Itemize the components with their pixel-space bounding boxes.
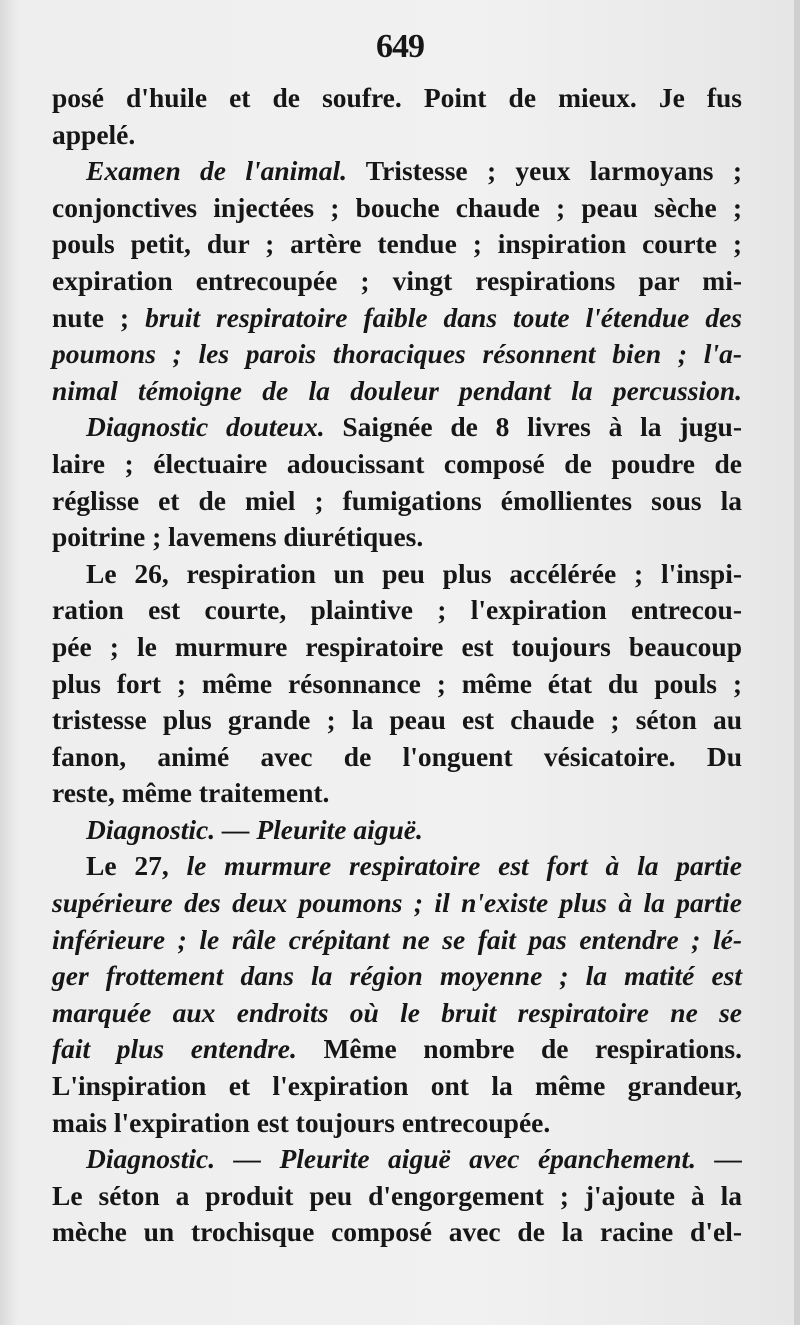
- text-segment: conjonctives injectées ; bouche chaude ; peau sèche ;: [52, 191, 742, 223]
- italic-text: Diagnostic. — Pleurite aiguë avec épanchement. —: [86, 1143, 742, 1175]
- page-text: [52, 80, 742, 1251]
- text-segment: Le 27,: [86, 850, 187, 882]
- italic-text: ger frottement dans la région moyenne ; la matité est: [52, 960, 742, 992]
- italic-text: fait plus entendre.: [52, 1033, 297, 1065]
- text-segment: mais l'expiration est toujours entrecoupée.: [52, 1106, 551, 1138]
- italic-text: supérieure des deux poumons ; il n'existe plus à la partie: [52, 887, 742, 919]
- text-line: [52, 958, 742, 995]
- italic-text: marquée aux endroits où le bruit respiratoire ne se: [52, 996, 742, 1028]
- italic-text: nimal témoigne de la douleur pendant la percussion.: [52, 374, 742, 406]
- text-line: [52, 666, 742, 703]
- text-segment: Même nombre de respirations.: [296, 1033, 742, 1065]
- text-segment: L'inspiration et l'expiration ont la même grandeur,: [52, 1070, 742, 1102]
- text-line: [52, 483, 742, 520]
- text-segment: posé d'huile et de soufre. Point de mieux. Je fus: [52, 82, 742, 113]
- text-line: [52, 300, 742, 337]
- text-segment: expiration entrecoupée ; vingt respirations par mi-: [52, 264, 742, 296]
- text-line: [52, 812, 742, 849]
- italic-text: Examen de l'animal.: [86, 155, 347, 187]
- text-line: [52, 263, 742, 300]
- text-line: [52, 409, 742, 446]
- text-segment: fanon, animé avec de l'onguent vésicatoire. Du: [52, 740, 742, 772]
- text-line: [52, 1178, 742, 1215]
- italic-text: Diagnostic. — Pleurite aiguë.: [86, 813, 423, 845]
- text-line: [52, 153, 742, 190]
- text-line: [52, 226, 742, 263]
- italic-text: inférieure ; le râle crépitant ne se fait pas entendre ; lé-: [52, 923, 742, 955]
- italic-text: le murmure respiratoire est fort à la partie: [186, 850, 742, 882]
- text-line: [52, 80, 742, 117]
- text-segment: poitrine ; lavemens diurétiques.: [52, 521, 424, 553]
- text-segment: ration est courte, plaintive ; l'expiration entrecou-: [52, 594, 742, 626]
- text-segment: Saignée de 8 livres à la jugu-: [324, 411, 742, 443]
- text-line: [52, 117, 742, 154]
- text-segment: plus fort ; même résonnance ; même état du pouls ;: [52, 667, 742, 699]
- text-line: [52, 1214, 742, 1251]
- text-line: [52, 1105, 742, 1142]
- text-line: [52, 995, 742, 1032]
- text-line: [52, 336, 742, 373]
- text-line: [52, 848, 742, 885]
- text-line: [52, 190, 742, 227]
- text-segment: pouls petit, dur ; artère tendue ; inspiration courte ;: [52, 228, 742, 260]
- text-segment: Le séton a produit peu d'engorgement ; j'ajoute à la: [52, 1179, 742, 1211]
- text-segment: Le 26, respiration un peu plus accélérée ; l'inspi-: [86, 557, 742, 589]
- text-segment: appelé.: [52, 118, 136, 150]
- text-segment: reste, même traitement.: [52, 777, 330, 809]
- text-line: [52, 373, 742, 410]
- text-line: [52, 702, 742, 739]
- text-line: [52, 629, 742, 666]
- text-segment: laire ; électuaire adoucissant composé de poudre de: [52, 447, 742, 479]
- text-line: [52, 885, 742, 922]
- text-line: [52, 556, 742, 593]
- text-line: [52, 739, 742, 776]
- italic-text: Diagnostic douteux.: [86, 411, 325, 443]
- page-number: 649: [376, 28, 424, 65]
- text-segment: Tristesse ; yeux larmoyans ;: [346, 155, 742, 187]
- text-line: [52, 446, 742, 483]
- text-segment: réglisse et de miel ; fumigations émollientes sous la: [52, 484, 742, 516]
- text-line: [52, 592, 742, 629]
- text-segment: tristesse plus grande ; la peau est chaude ; séton au: [52, 704, 742, 736]
- text-segment: pée ; le murmure respiratoire est toujours beaucoup: [52, 630, 742, 662]
- page-edge: [794, 0, 800, 1325]
- text-line: [52, 1068, 742, 1105]
- text-line: [52, 1141, 742, 1178]
- text-line: [52, 519, 742, 556]
- text-segment: nute ;: [52, 301, 146, 333]
- text-line: [52, 775, 742, 812]
- text-line: [52, 922, 742, 959]
- italic-text: poumons ; les parois thoraciques résonnent bien ; l'a-: [52, 338, 742, 370]
- text-line: [52, 1031, 742, 1068]
- text-segment: mèche un trochisque composé avec de la racine d'el-: [52, 1216, 742, 1248]
- italic-text: bruit respiratoire faible dans toute l'étendue des: [145, 301, 742, 333]
